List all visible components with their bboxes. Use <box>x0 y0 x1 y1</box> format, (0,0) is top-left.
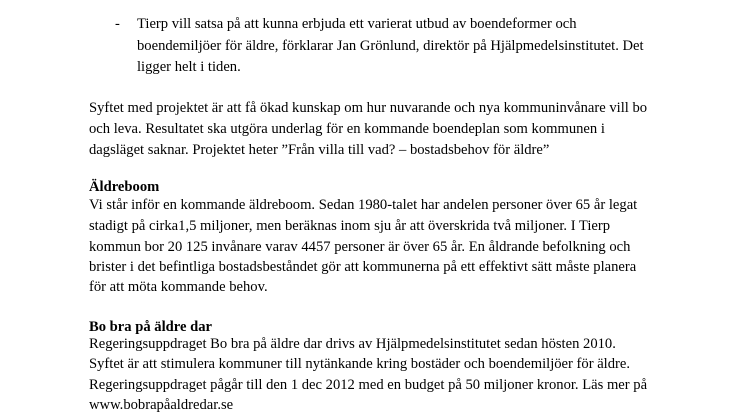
quote-line-2: boendemiljöer för äldre, förklarar Jan Grönlund, direktör på Hjälpmedelsinstitutet. Det <box>137 38 644 54</box>
bobra-line-2: Syftet är att stimulera kommuner till nytänkande kring bostäder och boendemiljöer för äldre. <box>89 356 631 372</box>
aldreboom-line-1: Vi står inför en kommande äldreboom. Sedan 1980-talet har andelen personer över 65 år legat <box>89 197 638 213</box>
bobra-line-1: Regeringsuppdraget Bo bra på äldre dar drivs av Hjälpmedelsinstitutet sedan hösten 2010. <box>89 336 616 352</box>
heading-aldreboom: Äldreboom <box>89 179 160 195</box>
quote-line-1: Tierp vill satsa på att kunna erbjuda ett varierat utbud av boendeformer och <box>137 16 577 32</box>
bobra-line-3: Regeringsuppdraget pågår till den 1 dec 2012 med en budget på 50 miljoner kronor. Läs mer på <box>89 377 648 393</box>
aldreboom-line-4: brister i det befintliga bostadsbeståndet gör att kommunerna på ett effektivt sätt måste planera <box>89 259 637 275</box>
aldreboom-line-5: för att möta kommande behov. <box>89 279 268 295</box>
quote-line-3: ligger helt i tiden. <box>137 59 241 75</box>
intro-line-1: Syftet med projektet är att få ökad kunskap om hur nuvarande och nya kommuninvånare vill bo <box>89 100 648 116</box>
aldreboom-line-2: stadigt på cirka1,5 miljoner, men beräknas inom sju år att överskrida två miljoner. I Tierp <box>89 218 611 234</box>
bobra-link-url[interactable]: www.bobrapåaldredar.se <box>89 397 234 413</box>
aldreboom-line-3: kommun bor 20 125 invånare varav 4457 personer är över 65 år. En åldrande befolkning och <box>89 239 631 255</box>
intro-line-2: och leva. Resultatet ska utgöra underlag för en kommande boendeplan som kommunen i <box>89 121 605 137</box>
bullet-dash: - <box>115 16 120 32</box>
intro-line-3: dagsläget saknar. Projektet heter ”Från villa till vad? – bostadsbehov för äldre” <box>89 142 550 158</box>
heading-bo-bra: Bo bra på äldre dar <box>89 319 212 335</box>
